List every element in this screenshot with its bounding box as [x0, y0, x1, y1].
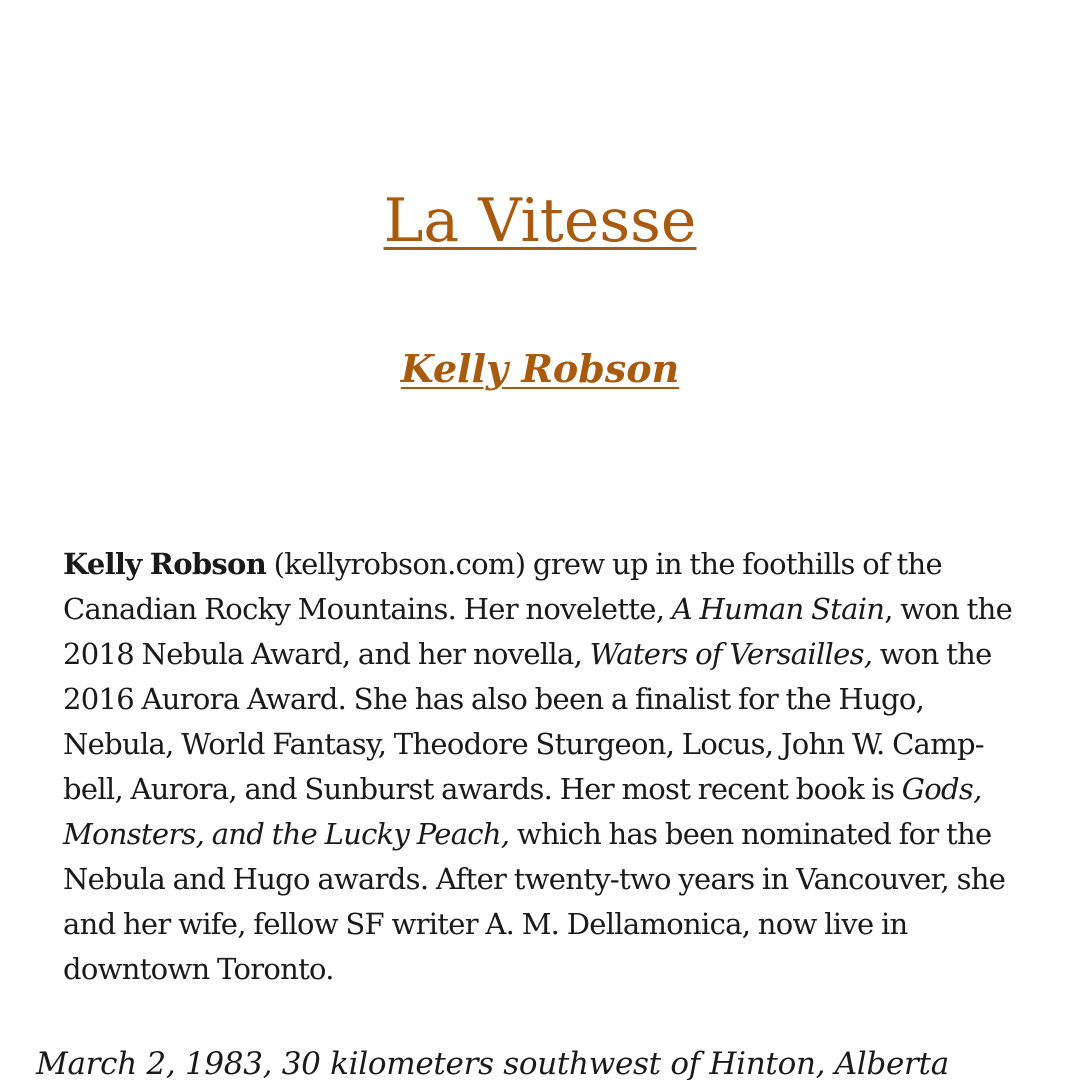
bio-work-title-2: Waters of Versailles,: [589, 637, 873, 671]
story-dateline: March 2, 1983, 30 kilometers southwest of Hinton, Alberta: [36, 1046, 949, 1080]
bio-text-4: which has been nominated for the Nebula and Hugo awards. After twenty-two years in Vancouver, she and her wife, fellow SF writer A. M. Dellamonica, now live in downtown Toronto.: [63, 817, 1006, 986]
author-link[interactable]: Kelly Robson: [400, 346, 680, 391]
author-bio: [63, 542, 1018, 992]
bio-author-name: Kelly Robson: [63, 547, 267, 581]
bio-work-title-3: Gods, Monsters, and the Lucky Peach,: [63, 772, 982, 851]
bio-text-1: (kellyrobson.com) grew up in the foothills of the Canadian Rocky Mountains. Her novelette,: [63, 547, 942, 626]
author-byline: [0, 342, 1080, 396]
bio-work-title-1: A Human Stain: [671, 592, 885, 626]
bio-text-3: won the 2016 Aurora Award. She has also been a finalist for the Hugo, Nebula, World Fantasy, Theodore Sturgeon, Locus, John W. Camp-bell, Aurora, and Sunburst awards. Her most recent book is: [63, 637, 992, 806]
story-title: [0, 183, 1080, 259]
bio-text-2: , won the 2018 Nebula Award, and her novella,: [63, 592, 1013, 671]
story-title-link[interactable]: La Vitesse: [383, 186, 697, 256]
